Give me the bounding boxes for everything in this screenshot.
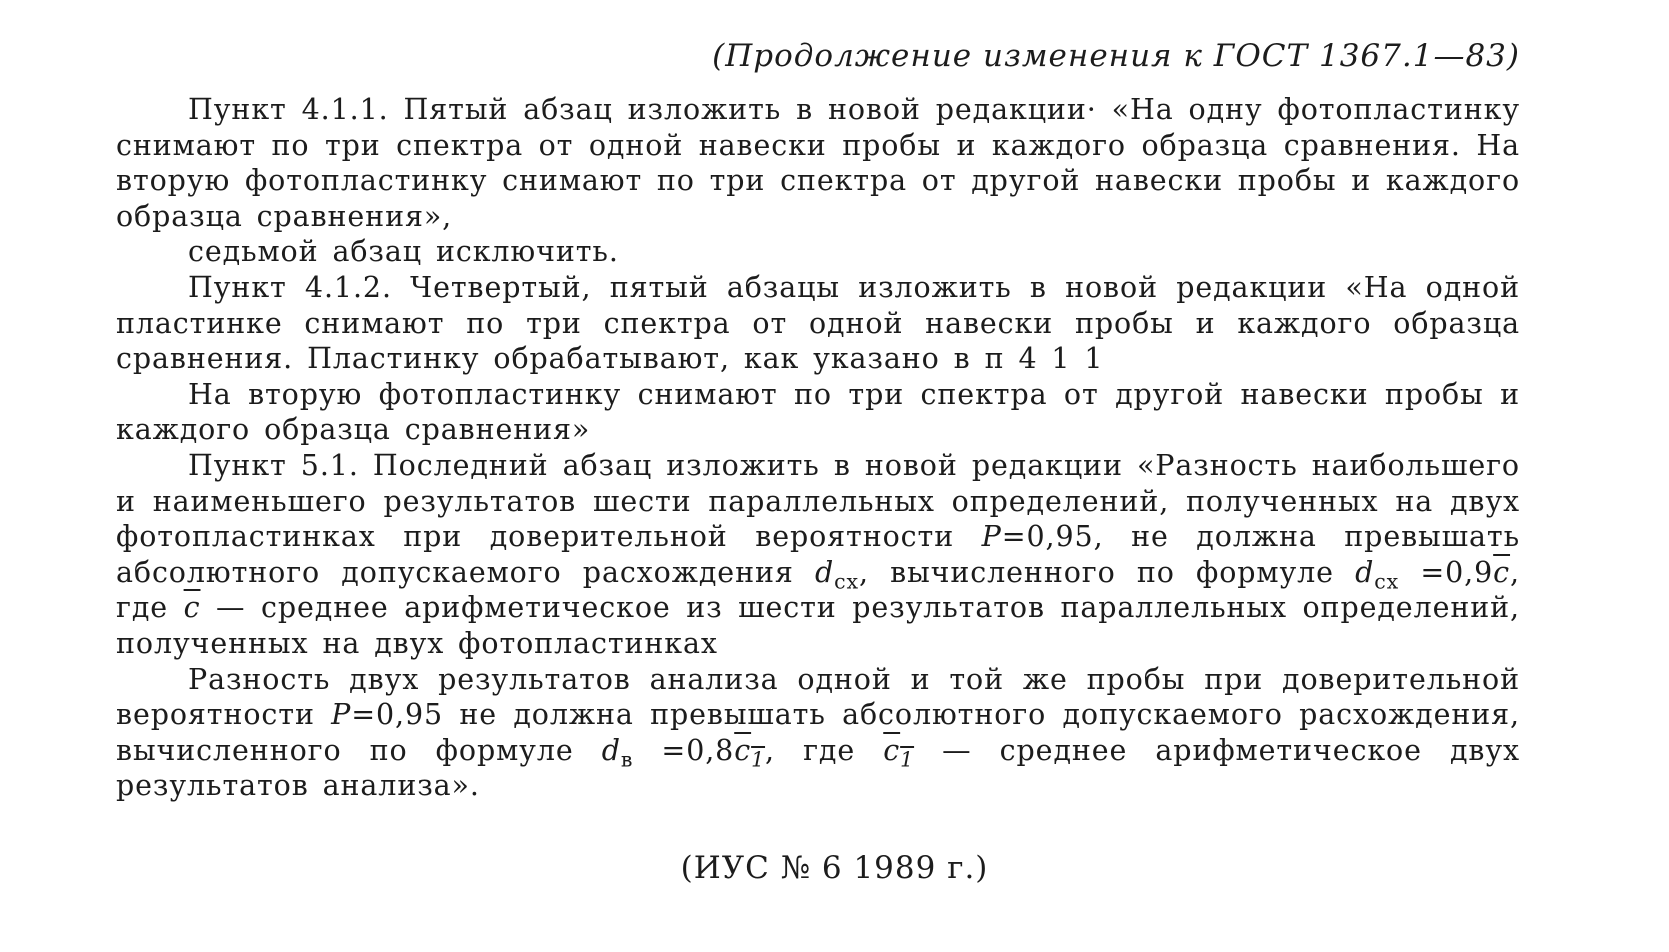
text-run: =0,95, не должна превышать абсолютного допускаемого расхождения [116, 520, 1520, 589]
text-run: , вычисленного по формуле [858, 555, 1356, 589]
text-run: Разность двух результатов анализа одной и той же пробы при доверительной вероятности [116, 662, 1520, 732]
math-variable-d: d [814, 555, 835, 589]
paragraph-second-plate: На вторую фотопластинку снимают по три спектра от другой навески пробы и каждого образца сравнения» [116, 377, 1520, 447]
text-run: — среднее арифметическое двух результатов анализа». [116, 733, 1520, 803]
math-variable-c: c [734, 733, 752, 767]
text-run: =0,95 не должна превышать абсолютного допускаемого расхождения, вычисленного по формуле [116, 698, 1520, 767]
text-run: , где [116, 555, 1520, 625]
math-variable-p: P [331, 698, 352, 732]
math-subscript: 1 [751, 747, 766, 772]
math-variable-d: d [601, 733, 621, 767]
paragraph-4-1-1: Пункт 4.1.1. Пятый абзац изложить в новой редакции· «На одну фотопластинку снимают по три спектра от одной навески пробы и каждого образца сравнения. На вторую фотопластинку снимают по три спектра от другой навески пробы и каждого образца сравнения», [116, 93, 1520, 233]
math-subscript: сх [834, 569, 859, 594]
math-subscript: 1 [900, 747, 915, 772]
paragraph-5-1 [116, 448, 1520, 662]
math-variable-d: d [1355, 555, 1375, 589]
math-subscript: сх [1374, 569, 1400, 594]
math-variable-c1-mean [883, 733, 915, 772]
paragraph-4-1-2: Пункт 4.1.2. Четвертый, пятый абзацы изложить в новой редакции «На одной пластинке снимают по три спектра от одной навески пробы и каждого образца сравнения. Пластинку обрабатывают, как указано в п 4 1 1 [116, 270, 1520, 376]
math-subscript: в [620, 747, 634, 772]
document-body [116, 92, 1520, 804]
math-variable-c: c [883, 733, 901, 767]
paragraph-seventh-excluded: седьмой абзац исключить. [188, 235, 619, 269]
footer-ius-reference: (ИУС № 6 1989 г.) [680, 850, 989, 886]
header-continuation-note: (Продолжение изменения к ГОСТ 1367.1—83) [712, 38, 1520, 74]
math-variable-c-mean: $\overline{c}$ [1493, 555, 1511, 589]
text-run: =0,9 [1399, 555, 1494, 589]
math-variable-c1-mean [734, 733, 766, 772]
text-run: =0,8 [633, 733, 735, 767]
math-variable-c-mean: $\overline{c}$ [183, 591, 201, 625]
text-run: Пункт 5.1. Последний абзац изложить в новой редакции «Разность наибольшего и наименьшего результатов шести параллельных определений, полученных на двух фотопластинках при доверительной вероятности [116, 448, 1520, 554]
text-run: , где [765, 733, 884, 767]
paragraph-difference-two-results [116, 662, 1520, 804]
math-variable-p: P [981, 520, 1002, 554]
text-run: — среднее арифметическое из шести результатов параллельных определений, полученных на двух фотопластинках [116, 591, 1520, 660]
